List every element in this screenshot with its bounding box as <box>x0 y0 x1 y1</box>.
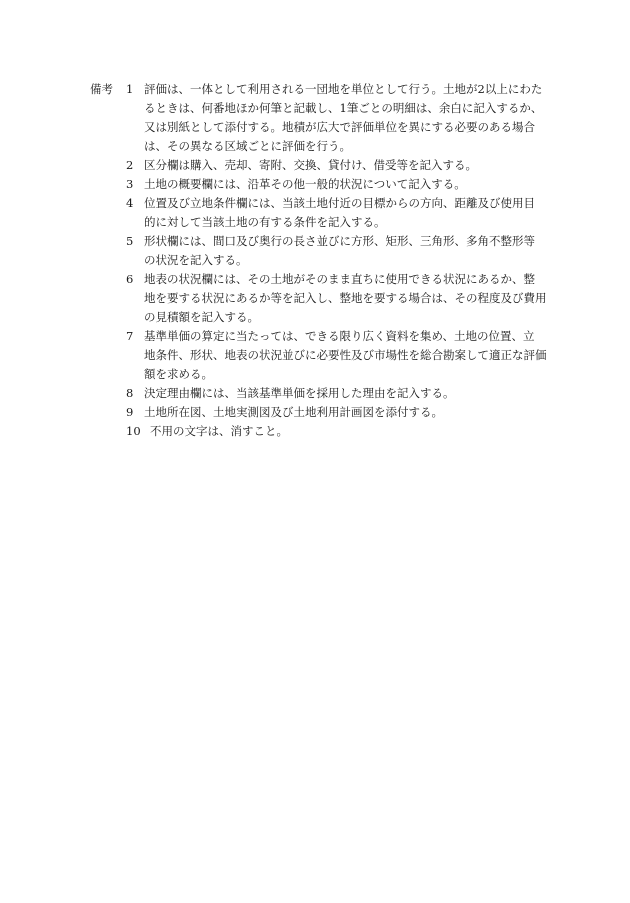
note-number: 5 <box>126 234 134 248</box>
note-text: 評価は、一体として利用される一団地を単位として行う。土地が2以上にわた るときは、何番地ほか何筆と記載し、1筆ごとの明細は、余白に記入するか、 又は別紙として添付する。地積が広大で評価単位を異にする必要のある場合 は、その異なる区域ごとに評価を行う。 <box>144 82 543 153</box>
notes-heading: 備考 <box>90 82 113 96</box>
note-item-6 <box>126 270 560 327</box>
note-number: 6 <box>126 272 134 286</box>
note-text: 地表の状況欄には、その土地がそのまま直ちに使用できる状況にあるか、整 地を要する状況にあるか等を記入し、整地を要する場合は、その程度及び費用 の見積額を記入する。 <box>144 272 547 324</box>
notes-section <box>90 80 560 441</box>
note-text: 土地の概要欄には、沿革その他一般的状況について記入する。 <box>144 177 466 191</box>
note-text: 基準単価の算定に当たっては、できる限り広く資料を集め、土地の位置、立 地条件、形状、地表の状況並びに必要性及び市場性を総合勘案して適正な評価 額を求める。 <box>144 329 547 381</box>
note-number: 2 <box>126 158 134 172</box>
note-text: 位置及び立地条件欄には、当該土地付近の目標からの方向、距離及び使用目 的に対して当該土地の有する条件を記入する。 <box>144 196 535 229</box>
note-item-10 <box>126 422 560 441</box>
note-number: 9 <box>126 405 134 419</box>
note-number: 1 <box>126 82 134 96</box>
note-text: 決定理由欄には、当該基準単価を採用した理由を記入する。 <box>144 386 455 400</box>
note-item-2 <box>126 156 560 175</box>
note-item-8 <box>126 384 560 403</box>
note-text: 形状欄には、間口及び奥行の長さ並びに方形、矩形、三角形、多角不整形等 の状況を記入する。 <box>144 234 535 267</box>
note-item-3 <box>126 175 560 194</box>
note-text: 区分欄は購入、売却、寄附、交換、貸付け、借受等を記入する。 <box>144 158 478 172</box>
note-item-7 <box>126 327 560 384</box>
note-number: 3 <box>126 177 134 191</box>
notes-list <box>90 80 560 441</box>
note-item-5 <box>126 232 560 270</box>
note-item-9 <box>126 403 560 422</box>
note-number: 4 <box>126 196 134 210</box>
note-number: 7 <box>126 329 134 343</box>
note-item-4 <box>126 194 560 232</box>
note-text: 不用の文字は、消すこと。 <box>150 424 288 438</box>
note-text: 土地所在図、土地実測図及び土地利用計画図を添付する。 <box>144 405 443 419</box>
note-number: 10 <box>126 424 141 438</box>
note-item-1 <box>126 80 560 156</box>
note-number: 8 <box>126 386 134 400</box>
